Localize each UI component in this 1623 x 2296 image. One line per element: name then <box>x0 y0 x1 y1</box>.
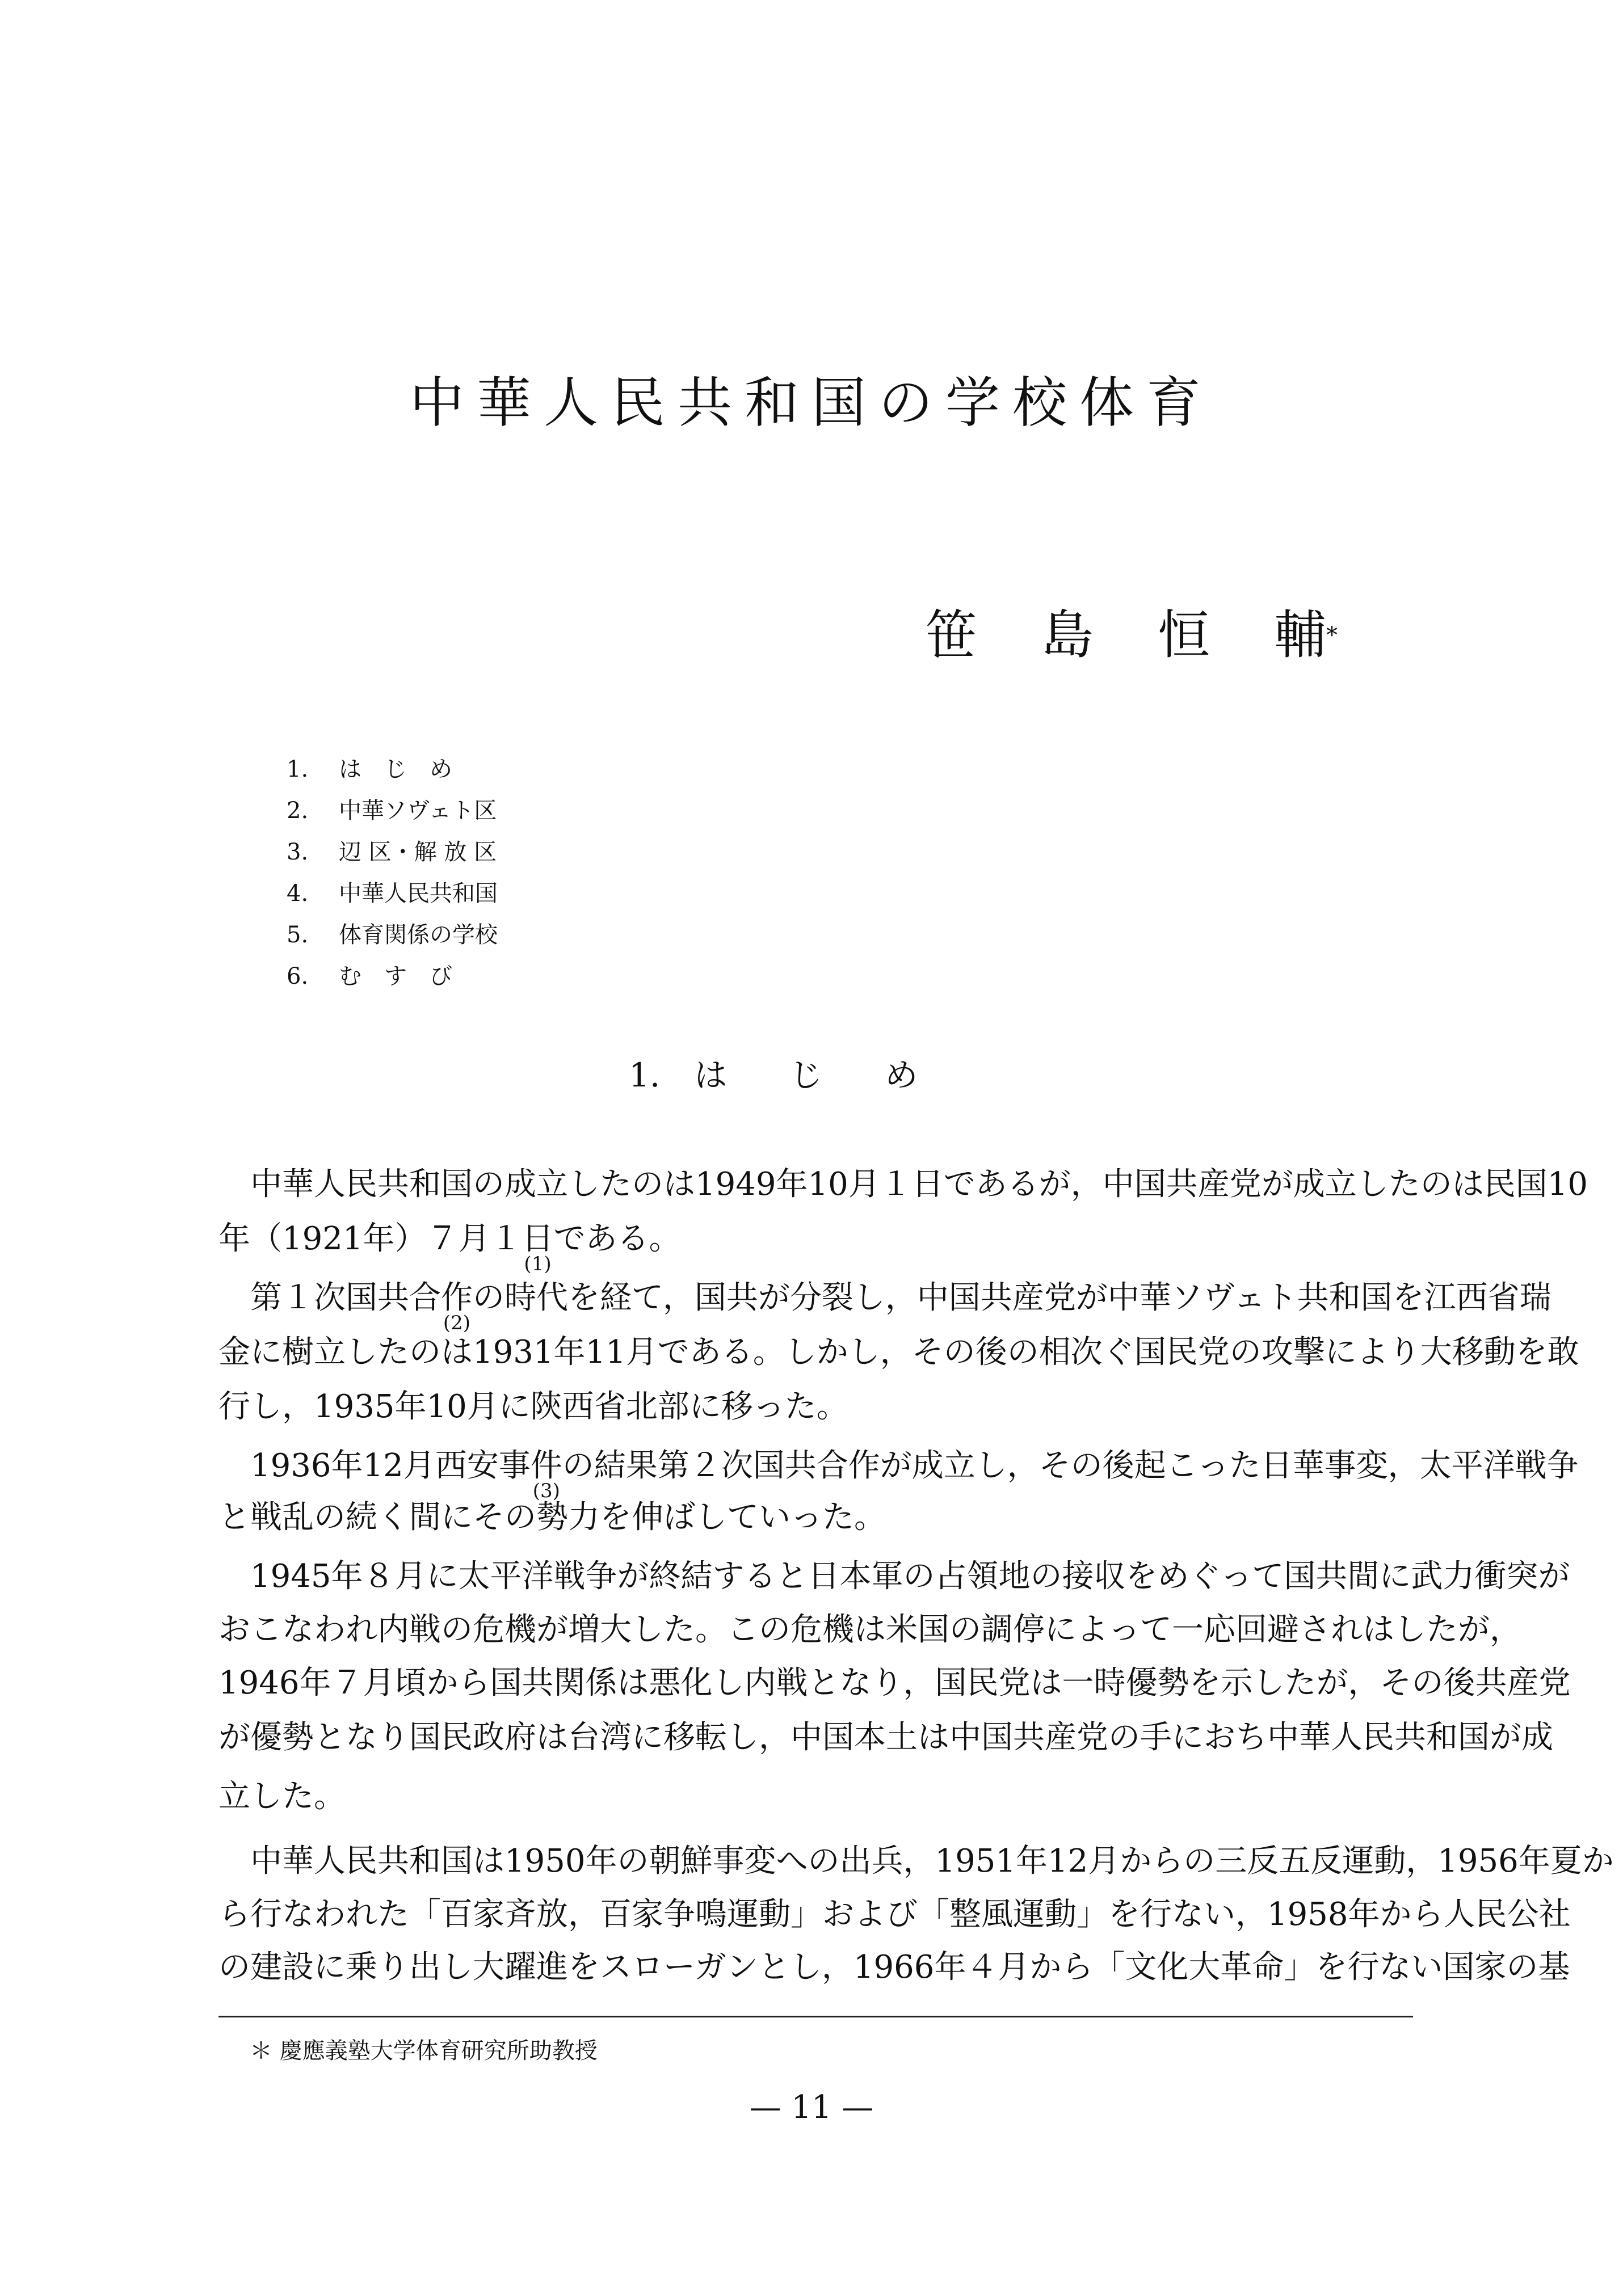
line-text: 第１次国共合 <box>250 1279 441 1316</box>
body-line <box>218 1446 1579 1502</box>
section-number: 1. <box>629 1056 661 1094</box>
body-line: ら行なわれた「百家斉放，百家争鳴運動」および「整風運動」を行ない，1958年から人民公社 <box>218 1896 1571 1933</box>
toc-number: 2. <box>287 798 309 824</box>
toc-number: 3. <box>287 839 309 865</box>
toc-label: 辺 区・解 放 区 <box>339 839 497 865</box>
author-char: 島 <box>1041 605 1094 665</box>
toc-label: 体育関係の学校 <box>339 922 498 948</box>
toc-label: 中華人民共和国 <box>339 881 498 907</box>
footnote-ref-1: (1) <box>524 1253 552 1275</box>
body-line: が優勢となり国民政府は台湾に移転し，中国本土は中国共産党の手におち中華人民共和国が成 <box>218 1719 1553 1756</box>
body-line: おこなわれ内戦の危機が増大した。この危機は米国の調停によって一応回避されはしたが， <box>218 1611 1521 1648</box>
author-name <box>925 601 1338 669</box>
body-line: 1945年８月に太平洋戦争が終結すると日本軍の占領地の接収をめぐって国共間に武力衝突が <box>250 1558 1570 1595</box>
author-footnote-mark: * <box>1326 622 1338 648</box>
section-heading <box>629 1052 980 1098</box>
body-line <box>218 1278 1551 1334</box>
toc-item <box>287 915 498 956</box>
footnote-divider <box>218 2016 1413 2017</box>
page-number: — 11 — <box>749 2089 874 2126</box>
line-text: の時代を経て，国共が分裂し，中国共産党が中華ソヴェト共和国を江西省瑞 <box>473 1279 1551 1316</box>
body-line: 中華人民共和国の成立したのは1949年10月１日であるが，中国共産党が成立したのは民国10 <box>250 1166 1588 1203</box>
body-line <box>218 1219 1413 1275</box>
anchor-char: 日 <box>522 1220 554 1257</box>
body-line: 行し，1935年10月に陝西省北部に移った。 <box>218 1388 848 1425</box>
line-text: の結果第２次国共合作が成立し，その後起こった日華事変，太平洋戦争 <box>562 1447 1579 1484</box>
toc-number: 1. <box>287 756 309 782</box>
author-affiliation-footnote: ＊ 慶應義塾大学体育研究所助教授 <box>250 2038 598 2064</box>
paper-title: 中華人民共和国の学校体育 <box>410 371 1213 435</box>
toc-item <box>287 873 498 915</box>
toc-label: む す び <box>339 963 452 989</box>
line-text: 1936年12月西安事 <box>250 1447 531 1484</box>
anchor-char: 作 <box>441 1279 473 1316</box>
footnote-ref-2: (2) <box>443 1312 471 1334</box>
anchor-char: 件 <box>530 1447 562 1484</box>
author-char: 笹 <box>925 605 978 665</box>
section-title: はじめ <box>694 1056 981 1094</box>
line-text: 年（1921年）７月１ <box>218 1220 522 1257</box>
footnote-anchor <box>530 1446 562 1502</box>
toc-item <box>287 749 498 790</box>
toc-item <box>287 790 498 832</box>
line-text: である。 <box>553 1220 681 1257</box>
author-char: 輔 <box>1274 605 1327 665</box>
body-line: の建設に乗り出し大躍進をスローガンとし，1966年４月から「文化大革命」を行ない国家の基 <box>218 1949 1570 1986</box>
toc-item <box>287 956 498 997</box>
body-line: と戦乱の続く間にその勢力を伸ばしていった。 <box>218 1499 886 1536</box>
body-line: 1946年７月頃から国共関係は悪化し内戦となり，国民党は一時優勢を示したが，その後共産党 <box>218 1665 1571 1701</box>
footnote-ref-3: (3) <box>532 1480 560 1502</box>
author-char: 恒 <box>1158 605 1210 665</box>
body-line: 金に樹立したのは1931年11月である。しかし，その後の相次ぐ国民党の攻撃により大移動を敢 <box>218 1334 1579 1371</box>
table-of-contents <box>287 749 498 997</box>
body-line: 立した。 <box>218 1778 346 1815</box>
toc-number: 5. <box>287 922 309 948</box>
footnote-anchor <box>522 1219 554 1275</box>
footnote-anchor <box>441 1278 473 1334</box>
body-line: 中華人民共和国は1950年の朝鮮事変への出兵，1951年12月からの三反五反運動，1956年夏か <box>250 1843 1614 1880</box>
toc-number: 6. <box>287 963 309 989</box>
toc-label: は じ め <box>339 756 452 782</box>
toc-item <box>287 832 498 873</box>
toc-number: 4. <box>287 881 309 907</box>
toc-label: 中華ソヴェト区 <box>339 798 497 824</box>
